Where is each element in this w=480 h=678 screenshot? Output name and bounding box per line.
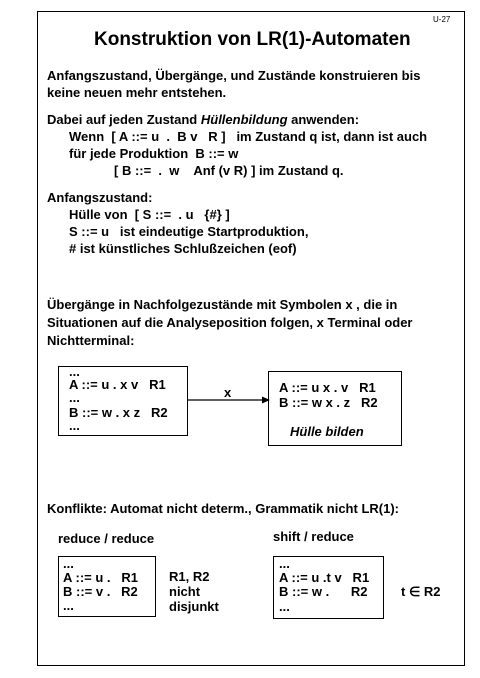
- intro-line-2: keine neuen mehr entstehen.: [47, 85, 227, 100]
- closure-line-1: [47, 111, 359, 128]
- closure-line-1-pre: Dabei auf jeden Zustand: [47, 112, 201, 127]
- sr-item-1: A ::= u .t v R1: [279, 570, 370, 585]
- start-line-2: S ::= u ist eindeutige Startproduktion,: [69, 224, 309, 239]
- conflicts-heading: Konflikte: Automat nicht determ., Grammatik nicht LR(1):: [47, 501, 399, 516]
- start-line-1: Hülle von [ S ::= . u {#} ]: [69, 207, 230, 222]
- shift-reduce-label: shift / reduce: [273, 529, 354, 544]
- transitions-line-3: Nichtterminal:: [47, 333, 135, 348]
- closure-caption: Hülle bilden: [290, 424, 364, 439]
- rr-item-1: A ::= u . R1: [63, 570, 138, 585]
- reduce-reduce-label: reduce / reduce: [58, 531, 155, 546]
- sr-item-0: ...: [279, 556, 290, 571]
- reduce-reduce-box: [58, 556, 156, 617]
- sr-note: t ∈ R2: [401, 584, 441, 599]
- rr-note-1: R1, R2: [169, 569, 210, 584]
- rr-item-2: B ::= v . R2: [63, 584, 138, 599]
- rr-item-0: ...: [63, 556, 74, 571]
- closure-line-3: für jede Produktion B ::= w: [69, 146, 239, 161]
- transition-arrow: [186, 394, 272, 406]
- page-title: Konstruktion von LR(1)-Automaten: [94, 29, 411, 50]
- arrow-label: x: [224, 385, 232, 400]
- target-item-1: B ::= w x . z R2: [279, 395, 378, 410]
- transitions-line-1: Übergänge in Nachfolgezustände mit Symbolen x , die in: [47, 297, 398, 312]
- rr-note-2: nicht: [169, 584, 201, 599]
- closure-line-1-post: anwenden:: [287, 112, 360, 127]
- sr-item-2: B ::= w . R2: [279, 584, 368, 599]
- page-number: U-27: [433, 15, 451, 24]
- rr-item-3: ...: [63, 598, 74, 613]
- source-item-4: ...: [69, 418, 80, 433]
- rr-note-3: disjunkt: [169, 599, 219, 614]
- source-item-1: A ::= u . x v R1: [69, 377, 166, 392]
- source-item-3: B ::= w . x z R2: [69, 405, 168, 420]
- target-item-0: A ::= u x . v R1: [279, 380, 376, 395]
- source-state-box: [58, 366, 188, 436]
- source-item-2: ...: [69, 390, 80, 405]
- intro-line-1: Anfangszustand, Übergänge, und Zustände konstruieren bis: [47, 68, 421, 83]
- sr-item-3: ...: [279, 599, 290, 614]
- shift-reduce-box: [273, 556, 384, 619]
- source-item-0: ...: [69, 364, 80, 379]
- transitions-line-2: Situationen auf die Analyseposition folgen, x Terminal oder: [47, 315, 413, 330]
- target-state-box: [268, 371, 402, 446]
- closure-line-4: [ B ::= . w Anf (v R) ] im Zustand q.: [114, 163, 344, 178]
- start-heading: Anfangszustand:: [47, 190, 153, 205]
- closure-line-2: Wenn [ A ::= u . B v R ] im Zustand q ist, dann ist auch: [69, 129, 428, 144]
- closure-emphasis: Hüllenbildung: [200, 112, 288, 127]
- start-line-3: # ist künstliches Schlußzeichen (eof): [69, 241, 297, 256]
